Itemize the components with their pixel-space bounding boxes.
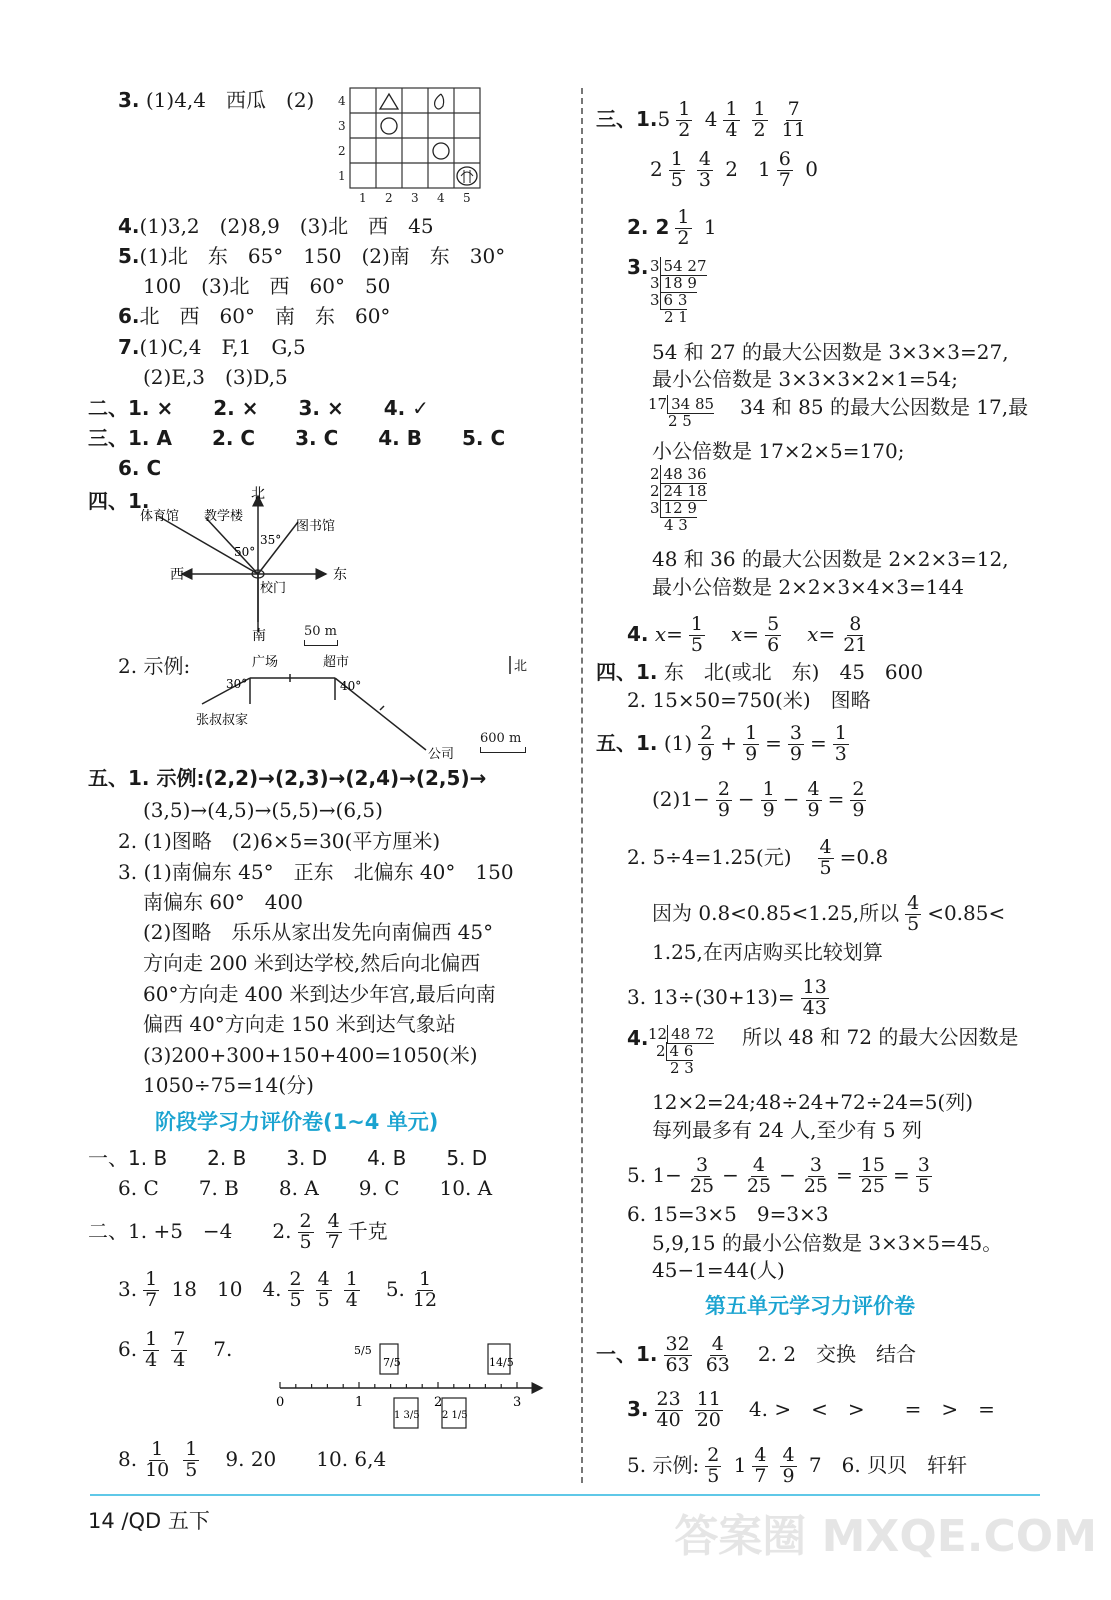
q2-example-label: 2. 示例:	[118, 654, 191, 678]
svg-text:2: 2	[385, 191, 393, 205]
tick-0: 0	[276, 1395, 285, 1410]
r-sec5-q2: 2. 5÷4=1.25(元) $\frac{4}{5}$ =0.8	[627, 836, 889, 879]
r-sec4-q2: 2. 15×50=750(米) 图略	[627, 688, 871, 712]
heading-unit5-test: 第五单元学习力评价卷	[705, 1294, 915, 1318]
svg-text:2: 2	[338, 144, 346, 158]
sec5-q3-a: 3. (1)南偏东 45° 正东 北偏东 40° 150	[118, 860, 514, 884]
u5-q3: 3. $\frac{23}{40}$ $\frac{11}{20}$ 4. > < > = > =	[627, 1388, 995, 1431]
r-lcm-54-27: 最小公倍数是 3×3×3×2×1=54;	[652, 367, 958, 391]
sec5-q3-f: 偏西 40°方向走 150 米到达气象站	[143, 1012, 456, 1036]
r-q3-label: 3.	[627, 255, 649, 279]
r-sec3-q1: 三、1.5 $\frac{1}{2}$ 4 $\frac{1}{4}$ $\frac{1}{2}$ $\frac{7}{11}$	[596, 98, 806, 141]
r-lcm-34-85: 小公倍数是 17×2×5=170;	[652, 439, 905, 463]
label-5-5: 5/5	[354, 1344, 372, 1357]
r-sec5-q4-label: 4.	[627, 1026, 649, 1050]
r-sec5-q6-c: 45−1=44(人)	[652, 1258, 785, 1282]
section-2-answers: 二、1. × 2. × 3. × 4. ✓	[88, 396, 429, 420]
map2-plaza: 广场	[252, 655, 279, 670]
long-division-34-85: 17 34 85 2 5	[648, 395, 715, 430]
section-3-answers: 三、1. A 2. C 3. C 4. B 5. C	[88, 426, 506, 450]
svg-text:1: 1	[359, 191, 367, 205]
pear-icon	[435, 94, 444, 109]
map1-gate: 校门	[260, 581, 287, 596]
map1-south: 南	[252, 628, 266, 644]
svg-text:3: 3	[411, 191, 419, 205]
apple-icon	[381, 118, 397, 134]
r-lcm-48-36: 最小公倍数是 2×2×3×4×3=144	[652, 575, 964, 599]
sec5-q3-d: 方向走 200 米到达学校,然后向北偏西	[143, 951, 481, 975]
r-sec4-q1: 四、1. 东 北(或北 东) 45 600	[596, 660, 924, 684]
watermark: 答案圈 MXQE.COM	[674, 1511, 1097, 1562]
sec5-q3-h: 1050÷75=14(分)	[143, 1073, 314, 1097]
tick-3: 3	[513, 1395, 522, 1410]
section-4-label: 四、1.	[88, 489, 150, 513]
r-sec5-q4-b: 12×2=24;48÷24+72÷24=5(列)	[652, 1090, 974, 1114]
svg-text:4: 4	[437, 191, 445, 205]
number-line	[270, 1338, 550, 1438]
sec5-line1: 五、1. 示例:(2,2)→(2,3)→(2,4)→(2,5)→	[88, 766, 487, 790]
section-3-answers-b: 6. C	[118, 456, 162, 480]
q3-line: 3. (1)4,4 西瓜 (2)	[118, 88, 315, 112]
map1-north: 北	[251, 486, 265, 502]
svg-text:4: 4	[338, 94, 346, 108]
map2-company: 公司	[428, 747, 455, 762]
map2-angle-40: 40°	[340, 679, 362, 693]
map1-angle-35: 35°	[260, 533, 282, 547]
box-1-3-5: 1 3/5	[394, 1410, 420, 1421]
tick-1: 1	[355, 1395, 364, 1410]
map2-home: 张叔叔家	[196, 713, 249, 728]
triangle-shape	[380, 94, 398, 109]
r-gcd-48-36: 48 和 36 的最大公因数是 2×2×3=12,	[652, 547, 1009, 571]
tick-2: 2	[434, 1395, 443, 1410]
r-q4: 4. x= $\frac{1}{5}$ x= $\frac{5}{6}$ x= $\frac{8}{21}$	[627, 613, 868, 656]
r-sec5-q2-b: 因为 0.8<0.85<1.25,所以 $\frac{4}{5}$ <0.85<	[652, 892, 1006, 935]
circle-shape	[433, 143, 449, 159]
map1-scale: 50 m	[304, 623, 338, 646]
long-division-54-27: 3 54 27 3 18 9 3 6 3 2 1	[650, 257, 707, 326]
sec5-q3-g: (3)200+300+150+400=1050(米)	[143, 1043, 478, 1067]
u5-q1: 一、1. $\frac{32}{63}$ $\frac{4}{63}$ 2. 2 交换 结合	[596, 1333, 917, 1376]
r-sec5-q3: 3. 13÷(30+13)= $\frac{13}{43}$	[627, 976, 827, 1019]
map2-north: 北	[514, 659, 528, 674]
box-14-5: 14/5	[489, 1356, 514, 1369]
r-q2: 2. 2 $\frac{1}{2}$ 1	[627, 206, 717, 249]
box-2-1-5: 2 1/5	[442, 1410, 468, 1421]
r-sec5-q6: 6. 15=3×5 9=3×3	[627, 1202, 829, 1226]
svg-text:3: 3	[338, 119, 346, 133]
sec5-q2: 2. (1)图略 (2)6×5=30(平方厘米)	[118, 829, 441, 853]
r-sec5-q1-1: 五、1. (1) $\frac{2}{9}$ + $\frac{1}{9}$ = $\frac{3}{9}$ = $\frac{1}{3}$	[596, 722, 847, 765]
q5-line-b: 100 (3)北 西 60° 50	[143, 274, 391, 298]
r-sec5-q2-c: 1.25,在丙店购买比较划算	[652, 940, 883, 964]
long-division-48-36: 2 48 36 2 24 18 3 12 9 4 3	[650, 465, 707, 534]
r-sec5-q4-text: 所以 48 和 72 的最大公因数是	[742, 1025, 1019, 1049]
map1-gym: 体育馆	[140, 509, 180, 524]
coordinate-grid	[330, 84, 490, 208]
r-sec5-q1-2: (2)1− $\frac{2}{9}$ − $\frac{1}{9}$ − $\frac{4}{9}$ = $\frac{2}{9}$	[652, 778, 865, 821]
stage-p3: 二、1. +5 −4 2. $\frac{2}{5}$ $\frac{4}{7}$ 千克	[88, 1210, 388, 1253]
stage-p1: 一、1. B 2. B 3. D 4. B 5. D	[88, 1146, 488, 1170]
stage-p4: 3. $\frac{1}{7}$ 18 10 4. $\frac{2}{5}$ $\frac{4}{5}$ $\frac{1}{4}$ 5. $\frac{1}{12}$	[118, 1268, 438, 1311]
map1-east: 东	[333, 567, 347, 583]
svg-text:1: 1	[338, 169, 346, 183]
campus-direction-map	[130, 482, 380, 652]
watermelon-icon	[457, 167, 477, 185]
sec5-q3-c: (2)图略 乐乐从家出发先向南偏西 45°	[143, 920, 494, 944]
r-gcd-54-27: 54 和 27 的最大公因数是 3×3×3=27,	[652, 340, 1009, 364]
stage-p5: 6. $\frac{1}{4}$ $\frac{7}{4}$ 7.	[118, 1328, 233, 1371]
u5-q5: 5. 示例: $\frac{2}{5}$ 1 $\frac{4}{7}$ $\frac{4}{9}$ 7 6. 贝贝 轩轩	[627, 1444, 968, 1487]
stage-p6: 8. $\frac{1}{10}$ $\frac{1}{5}$ 9. 20 10. 6,4	[118, 1438, 387, 1481]
page-footer: 14 /QD 五下	[88, 1509, 210, 1533]
q7-line-b: (2)E,3 (3)D,5	[143, 365, 288, 389]
r-sec3-q1-b: 2 $\frac{1}{5}$ $\frac{4}{3}$ 2 1 $\frac{6}{7}$ 0	[650, 148, 818, 191]
r-gcd-34-85: 34 和 85 的最大公因数是 17,最	[740, 395, 1029, 419]
map1-library: 图书馆	[296, 519, 336, 534]
r-sec5-q6-b: 5,9,15 的最小公倍数是 3×3×5=45。	[652, 1231, 1003, 1255]
r-sec5-q4-c: 每列最多有 24 人,至少有 5 列	[652, 1118, 922, 1142]
q6-line: 6.北 西 60° 南 东 60°	[118, 304, 391, 328]
q5-line-a: 5.(1)北 东 65° 150 (2)南 东 30°	[118, 244, 506, 268]
heading-stage-test: 阶段学习力评价卷(1~4 单元)	[155, 1110, 439, 1134]
map1-angle-50: 50°	[234, 545, 256, 559]
q7-line-a: 7.(1)C,4 F,1 G,5	[118, 335, 306, 359]
map1-teaching-building: 教学楼	[204, 509, 244, 524]
r-sec5-q5: 5. 1− $\frac{3}{25}$ − $\frac{4}{25}$ − $\frac{3}{25}$ = $\frac{15}{25}$ = $\frac{3}{5}$	[627, 1154, 930, 1197]
long-division-48-72: 12 48 72 2 4 6 2 3	[648, 1025, 715, 1077]
svg-text:5: 5	[463, 191, 471, 205]
sec5-line2: (3,5)→(4,5)→(5,5)→(6,5)	[143, 798, 383, 822]
sec5-q3-b: 南偏东 60° 400	[143, 890, 303, 914]
bottom-rule	[90, 1494, 1040, 1496]
map2-market: 超市	[323, 655, 350, 670]
sec5-q3-e: 60°方向走 400 米到达少年宫,最后向南	[143, 982, 496, 1006]
map2-scale: 600 m	[480, 730, 526, 753]
q4-line: 4.(1)3,2 (2)8,9 (3)北 西 45	[118, 214, 434, 238]
map1-west: 西	[170, 567, 184, 583]
map2-angle-30: 30°	[226, 677, 248, 691]
stage-p2: 6. C 7. B 8. A 9. C 10. A	[118, 1176, 493, 1200]
box-7-5: 7/5	[383, 1356, 401, 1369]
column-divider	[581, 88, 583, 1483]
